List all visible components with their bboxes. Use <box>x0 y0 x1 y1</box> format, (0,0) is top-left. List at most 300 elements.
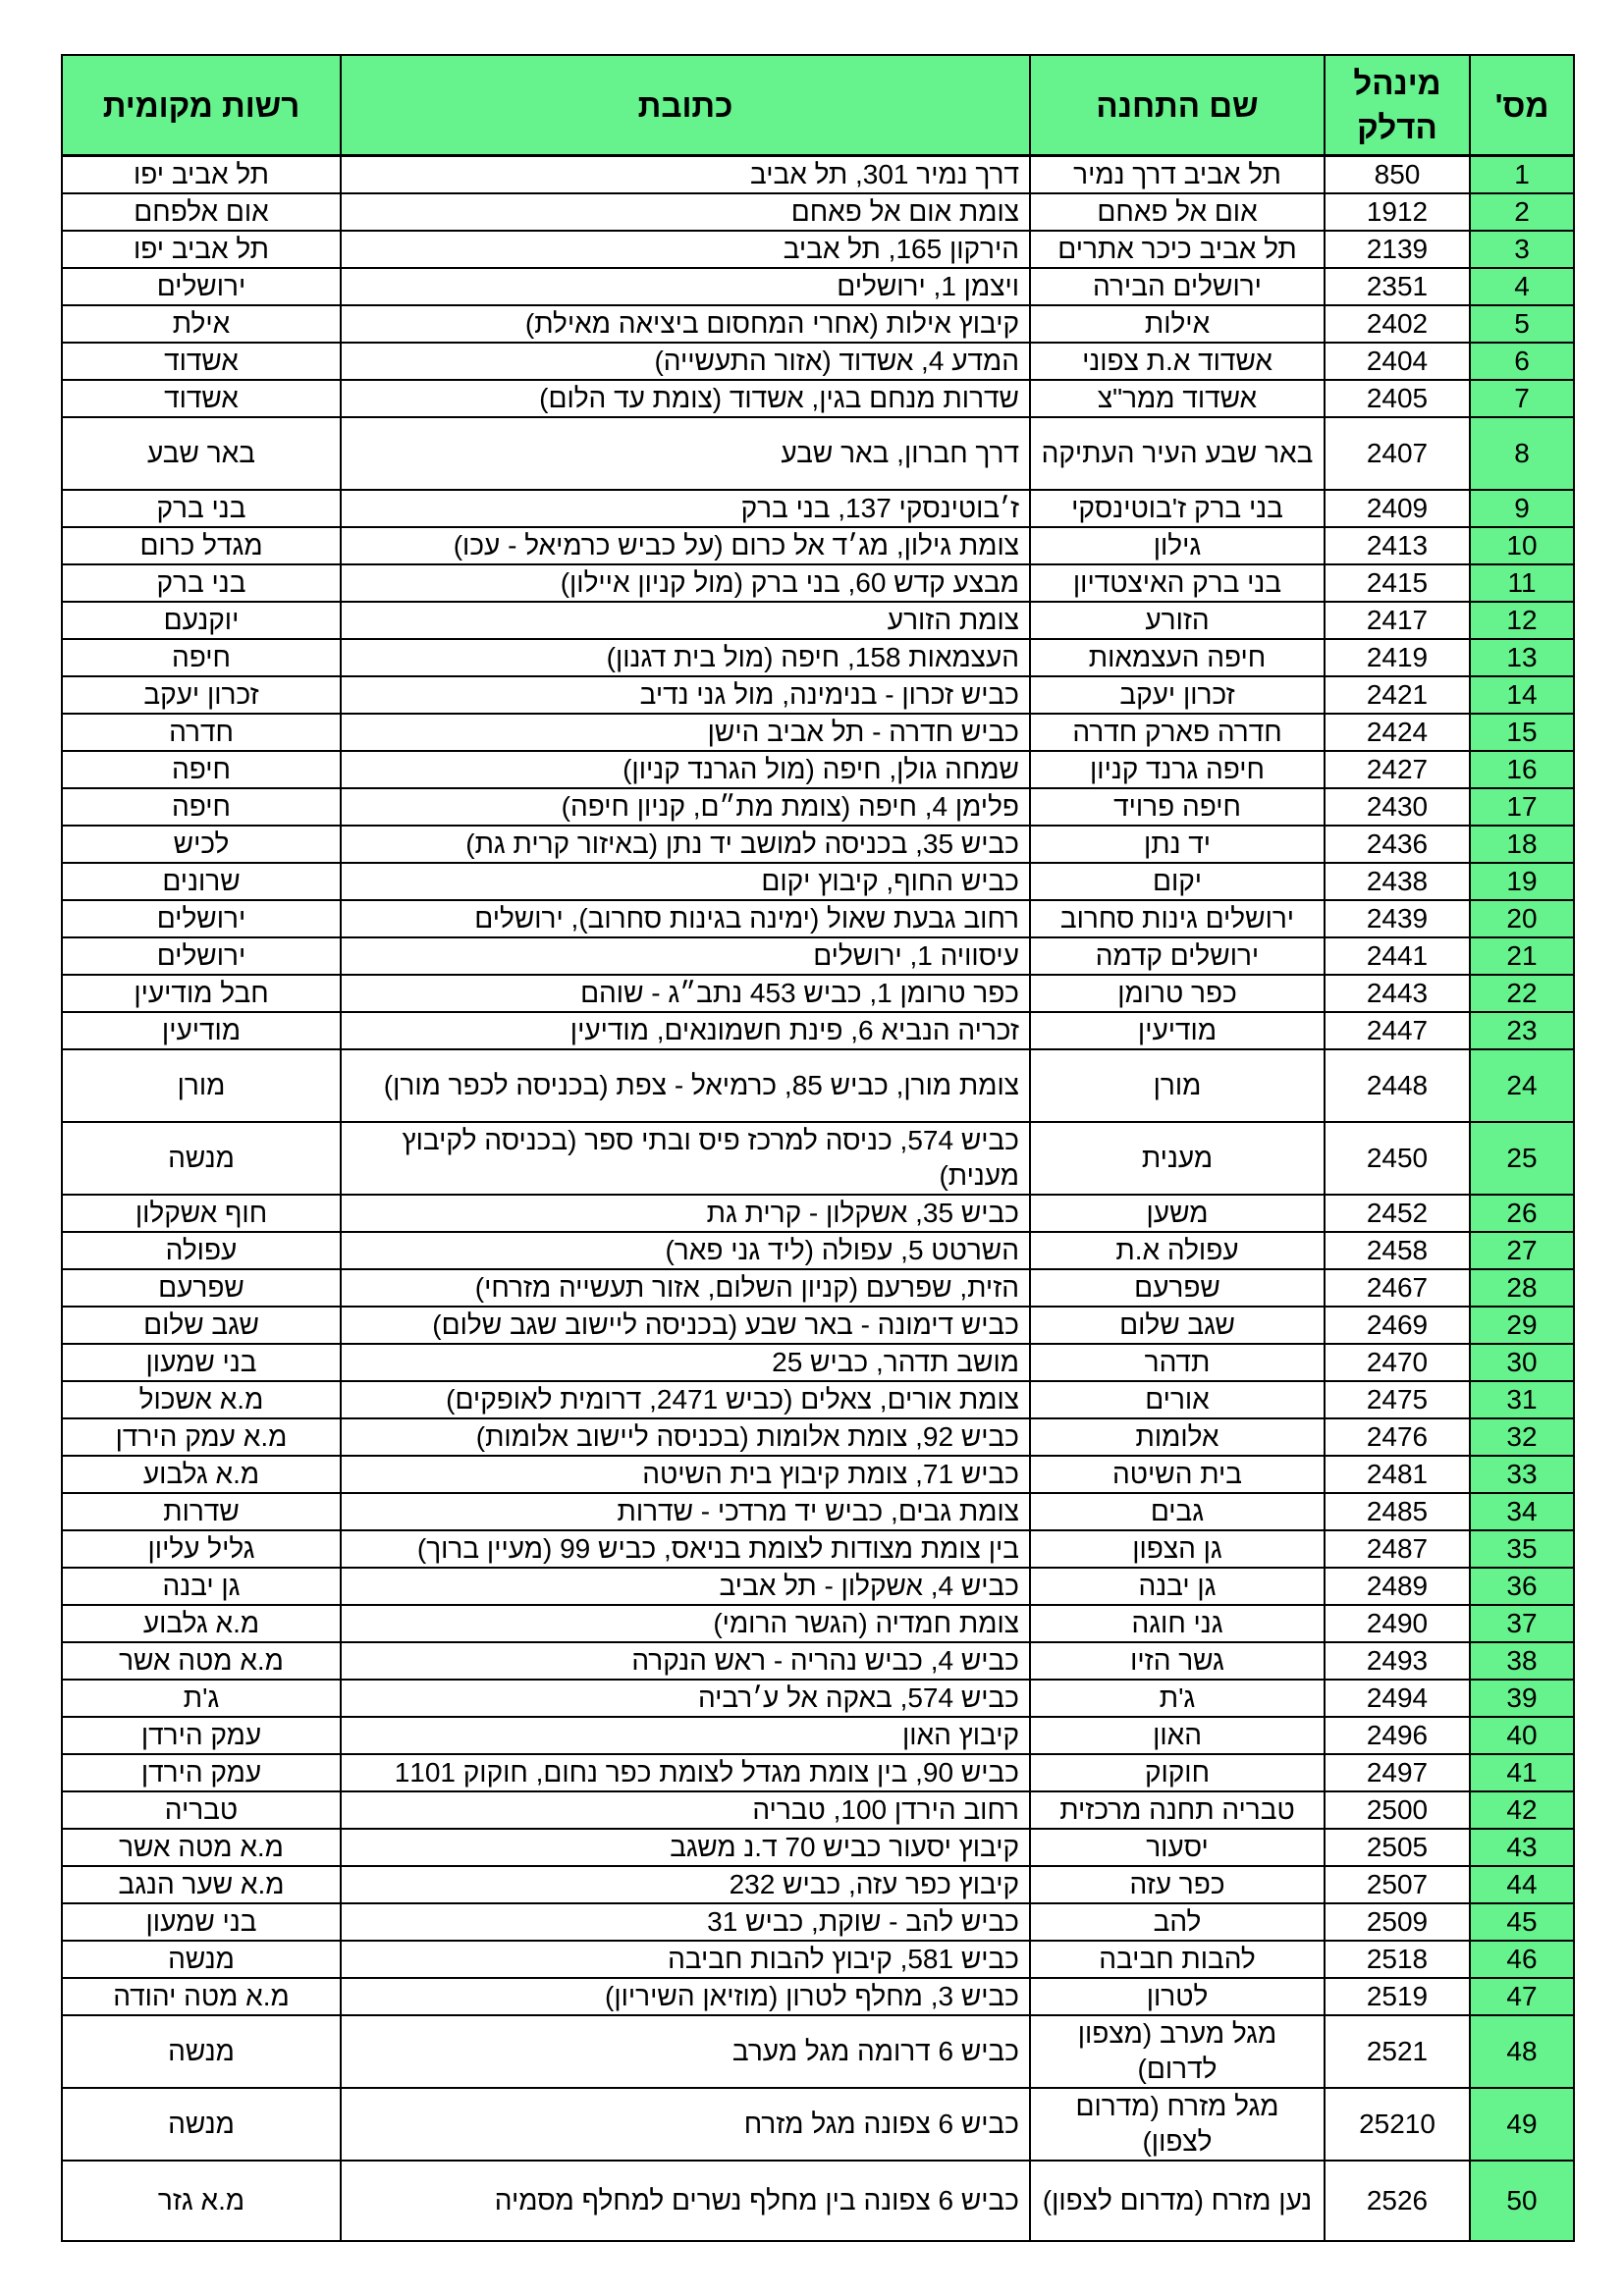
local-authority-cell: מ.א מטה אשר <box>62 1642 341 1680</box>
row-number-cell: 36 <box>1470 1568 1574 1605</box>
table-row <box>62 1307 1574 1344</box>
local-authority-cell: שרונים <box>62 863 341 900</box>
fuel-admin-id-cell: 2521 <box>1325 2015 1470 2088</box>
fuel-admin-id-cell: 2481 <box>1325 1456 1470 1493</box>
station-address-cell: צומת גילון, מג׳ד אל כרום (על כביש כרמיאל - עכו) <box>341 527 1030 564</box>
table-row <box>62 1642 1574 1680</box>
station-name-cell: ג'ת <box>1030 1680 1325 1717</box>
local-authority-cell: יוקנעם <box>62 602 341 639</box>
station-address-cell: כביש החוף, קיבוץ יקום <box>341 863 1030 900</box>
header-authority: רשות מקומית <box>62 55 341 156</box>
table-row <box>62 1122 1574 1195</box>
row-number-cell: 4 <box>1470 268 1574 305</box>
station-name-cell: מגל מערב (מצפון לדרום) <box>1030 2015 1325 2088</box>
row-number-cell: 11 <box>1470 564 1574 602</box>
local-authority-cell: מ.א מטה אשר <box>62 1829 341 1866</box>
fuel-admin-id-cell: 2518 <box>1325 1941 1470 1978</box>
stations-sheet <box>61 54 1573 2242</box>
station-address-cell: כביש זכרון - בנימינה, מול גני נדיב <box>341 676 1030 714</box>
row-number-cell: 25 <box>1470 1122 1574 1195</box>
station-address-cell: כביש 3, מחלף לטרון (מוזיאן השיריון) <box>341 1978 1030 2015</box>
fuel-admin-id-cell: 2409 <box>1325 490 1470 527</box>
local-authority-cell: בני ברק <box>62 564 341 602</box>
station-name-cell: בני ברק ז'בוטינסקי <box>1030 490 1325 527</box>
station-address-cell: מושב תדהר, כביש 25 <box>341 1344 1030 1381</box>
row-number-cell: 45 <box>1470 1903 1574 1941</box>
table-row <box>62 1269 1574 1307</box>
table-row <box>62 490 1574 527</box>
local-authority-cell: שגב שלום <box>62 1307 341 1344</box>
station-address-cell: כביש 71, צומת קיבוץ בית השיטה <box>341 1456 1030 1493</box>
fuel-admin-id-cell: 850 <box>1325 156 1470 194</box>
table-row <box>62 1344 1574 1381</box>
fuel-admin-id-cell: 2448 <box>1325 1049 1470 1122</box>
station-address-cell: צומת אום אל פאחם <box>341 193 1030 231</box>
local-authority-cell: חוף אשקלון <box>62 1195 341 1232</box>
station-name-cell: תל אביב דרך נמיר <box>1030 156 1325 194</box>
station-name-cell: באר שבע העיר העתיקה <box>1030 417 1325 490</box>
station-name-cell: עפולה א.ת <box>1030 1232 1325 1269</box>
table-row <box>62 714 1574 751</box>
station-address-cell: כביש 574, כניסה למרכז פיס ובתי ספר (בכניסה לקיבוץ מענית) <box>341 1122 1030 1195</box>
station-name-cell: מענית <box>1030 1122 1325 1195</box>
fuel-admin-id-cell: 2485 <box>1325 1493 1470 1530</box>
row-number-cell: 43 <box>1470 1829 1574 1866</box>
local-authority-cell: שדרות <box>62 1493 341 1530</box>
table-row <box>62 1232 1574 1269</box>
table-row <box>62 2161 1574 2241</box>
station-name-cell: תדהר <box>1030 1344 1325 1381</box>
local-authority-cell: עמק הירדן <box>62 1754 341 1791</box>
station-name-cell: חיפה גרנד קניון <box>1030 751 1325 788</box>
table-row <box>62 268 1574 305</box>
fuel-admin-id-cell: 2351 <box>1325 268 1470 305</box>
row-number-cell: 14 <box>1470 676 1574 714</box>
local-authority-cell: בני שמעון <box>62 1903 341 1941</box>
station-name-cell: יד נתן <box>1030 826 1325 863</box>
fuel-admin-id-cell: 2447 <box>1325 1012 1470 1049</box>
station-address-cell: ויצמן 1, ירושלים <box>341 268 1030 305</box>
local-authority-cell: מורן <box>62 1049 341 1122</box>
local-authority-cell: אום אלפחם <box>62 193 341 231</box>
station-address-cell: דרך נמיר 301, תל אביב <box>341 156 1030 194</box>
row-number-cell: 33 <box>1470 1456 1574 1493</box>
table-header <box>62 55 1574 156</box>
fuel-admin-id-cell: 25210 <box>1325 2088 1470 2161</box>
station-address-cell: צומת חמדיה (הגשר הרומי) <box>341 1605 1030 1642</box>
row-number-cell: 18 <box>1470 826 1574 863</box>
fuel-admin-id-cell: 2402 <box>1325 305 1470 343</box>
station-name-cell: כפר עזה <box>1030 1866 1325 1903</box>
table-row <box>62 1418 1574 1456</box>
station-address-cell: עיסוויה 1, ירושלים <box>341 937 1030 975</box>
local-authority-cell: ירושלים <box>62 268 341 305</box>
station-address-cell: פלימן 4, חיפה (צומת מת״ם, קניון חיפה) <box>341 788 1030 826</box>
row-number-cell: 48 <box>1470 2015 1574 2088</box>
row-number-cell: 16 <box>1470 751 1574 788</box>
fuel-admin-id-cell: 2507 <box>1325 1866 1470 1903</box>
table-row <box>62 602 1574 639</box>
row-number-cell: 12 <box>1470 602 1574 639</box>
table-row <box>62 1978 1574 2015</box>
row-number-cell: 39 <box>1470 1680 1574 1717</box>
row-number-cell: 27 <box>1470 1232 1574 1269</box>
station-name-cell: מגל מזרח (מדרום לצפון) <box>1030 2088 1325 2161</box>
station-address-cell: כביש 35, אשקלון - קרית גת <box>341 1195 1030 1232</box>
local-authority-cell: טבריה <box>62 1791 341 1829</box>
fuel-admin-id-cell: 2469 <box>1325 1307 1470 1344</box>
station-name-cell: חיפה העצמאות <box>1030 639 1325 676</box>
fuel-admin-id-cell: 2493 <box>1325 1642 1470 1680</box>
station-name-cell: אורים <box>1030 1381 1325 1418</box>
station-address-cell: כביש 92, צומת אלומות (בכניסה ליישוב אלומות) <box>341 1418 1030 1456</box>
station-address-cell: שמחה גולן, חיפה (מול הגרנד קניון) <box>341 751 1030 788</box>
row-number-cell: 32 <box>1470 1418 1574 1456</box>
fuel-admin-id-cell: 2489 <box>1325 1568 1470 1605</box>
fuel-admin-id-cell: 2497 <box>1325 1754 1470 1791</box>
row-number-cell: 1 <box>1470 156 1574 194</box>
station-address-cell: כביש 6 דרומה מגל מערב <box>341 2015 1030 2088</box>
station-address-cell: מבצע קדש 60, בני ברק (מול קניון איילון) <box>341 564 1030 602</box>
station-name-cell: להבות חביבה <box>1030 1941 1325 1978</box>
table-row <box>62 193 1574 231</box>
fuel-admin-id-cell: 2490 <box>1325 1605 1470 1642</box>
row-number-cell: 35 <box>1470 1530 1574 1568</box>
local-authority-cell: גליל עליון <box>62 1530 341 1568</box>
row-number-cell: 47 <box>1470 1978 1574 2015</box>
local-authority-cell: מודיעין <box>62 1012 341 1049</box>
header-num: מס' <box>1470 55 1574 156</box>
station-address-cell: צומת אורים, צאלים (כביש 2471, דרומית לאופקים) <box>341 1381 1030 1418</box>
station-name-cell: ירושלים גינות סחרוב <box>1030 900 1325 937</box>
fuel-admin-id-cell: 2519 <box>1325 1978 1470 2015</box>
station-address-cell: כביש חדרה - תל אביב הישן <box>341 714 1030 751</box>
table-row <box>62 1568 1574 1605</box>
station-name-cell: גבים <box>1030 1493 1325 1530</box>
table-row <box>62 1012 1574 1049</box>
fuel-admin-id-cell: 2458 <box>1325 1232 1470 1269</box>
station-address-cell: ז׳בוטינסקי 137, בני ברק <box>341 490 1030 527</box>
fuel-admin-id-cell: 2443 <box>1325 975 1470 1012</box>
fuel-admin-id-cell: 2421 <box>1325 676 1470 714</box>
local-authority-cell: אילת <box>62 305 341 343</box>
fuel-admin-id-cell: 2452 <box>1325 1195 1470 1232</box>
station-address-cell: כביש 6 צפונה בין מחלף נשרים למחלף מסמיה <box>341 2161 1030 2241</box>
table-row <box>62 1754 1574 1791</box>
fuel-admin-id-cell: 2470 <box>1325 1344 1470 1381</box>
local-authority-cell: מ.א גזר <box>62 2161 341 2241</box>
table-row <box>62 1791 1574 1829</box>
row-number-cell: 10 <box>1470 527 1574 564</box>
local-authority-cell: חבל מודיעין <box>62 975 341 1012</box>
station-name-cell: חוקוק <box>1030 1754 1325 1791</box>
station-address-cell: קיבוץ האון <box>341 1717 1030 1754</box>
row-number-cell: 37 <box>1470 1605 1574 1642</box>
station-address-cell: כביש 6 צפונה מגל מזרח <box>341 2088 1030 2161</box>
station-address-cell: כביש 90, בין צומת מגדל לצומת כפר נחום, חוקוק 1101 <box>341 1754 1030 1791</box>
table-row <box>62 676 1574 714</box>
table-row <box>62 639 1574 676</box>
header-row <box>62 55 1574 156</box>
station-address-cell: כביש 574, באקה אל ע׳רביה <box>341 1680 1030 1717</box>
row-number-cell: 22 <box>1470 975 1574 1012</box>
station-address-cell: כביש 35, בכניסה למושב יד נתן (באיזור קרית גת) <box>341 826 1030 863</box>
station-name-cell: יקום <box>1030 863 1325 900</box>
row-number-cell: 13 <box>1470 639 1574 676</box>
fuel-admin-id-cell: 2467 <box>1325 1269 1470 1307</box>
local-authority-cell: באר שבע <box>62 417 341 490</box>
station-name-cell: חיפה פרויד <box>1030 788 1325 826</box>
station-address-cell: רחוב הירדן 100, טבריה <box>341 1791 1030 1829</box>
station-name-cell: אשדוד א.ת צפוני <box>1030 343 1325 380</box>
row-number-cell: 29 <box>1470 1307 1574 1344</box>
station-address-cell: כביש 581, קיבוץ להבות חביבה <box>341 1941 1030 1978</box>
row-number-cell: 26 <box>1470 1195 1574 1232</box>
fuel-admin-id-cell: 2417 <box>1325 602 1470 639</box>
station-name-cell: זכרון יעקב <box>1030 676 1325 714</box>
station-name-cell: אילות <box>1030 305 1325 343</box>
table-row <box>62 1941 1574 1978</box>
station-address-cell: זכריה הנביא 6, פינת חשמונאים, מודיעין <box>341 1012 1030 1049</box>
header-station-name: שם התחנה <box>1030 55 1325 156</box>
station-name-cell: הזורע <box>1030 602 1325 639</box>
table-row <box>62 900 1574 937</box>
fuel-admin-id-cell: 2419 <box>1325 639 1470 676</box>
local-authority-cell: מ.א גלבוע <box>62 1605 341 1642</box>
local-authority-cell: גן יבנה <box>62 1568 341 1605</box>
local-authority-cell: עמק הירדן <box>62 1717 341 1754</box>
station-address-cell: צומת הזורע <box>341 602 1030 639</box>
fuel-admin-id-cell: 2496 <box>1325 1717 1470 1754</box>
station-name-cell: אשדוד ממר"צ <box>1030 380 1325 417</box>
table-row <box>62 975 1574 1012</box>
row-number-cell: 40 <box>1470 1717 1574 1754</box>
station-name-cell: ירושלים קדמה <box>1030 937 1325 975</box>
fuel-admin-id-cell: 2505 <box>1325 1829 1470 1866</box>
local-authority-cell: ירושלים <box>62 900 341 937</box>
station-name-cell: חדרה פארק חדרה <box>1030 714 1325 751</box>
table-row <box>62 2088 1574 2161</box>
local-authority-cell: אשדוד <box>62 343 341 380</box>
local-authority-cell: מ.א גלבוע <box>62 1456 341 1493</box>
station-address-cell: העצמאות 158, חיפה (מול בית דגנון) <box>341 639 1030 676</box>
station-address-cell: צומת מורן, כביש 85, כרמיאל - צפת (בכניסה לכפר מורן) <box>341 1049 1030 1122</box>
table-row <box>62 305 1574 343</box>
fuel-admin-id-cell: 2526 <box>1325 2161 1470 2241</box>
station-name-cell: ירושלים הבירה <box>1030 268 1325 305</box>
local-authority-cell: מ.א אשכול <box>62 1381 341 1418</box>
fuel-admin-id-cell: 2436 <box>1325 826 1470 863</box>
header-fuel-admin: מינהל הדלק <box>1325 55 1470 156</box>
local-authority-cell: תל אביב יפו <box>62 156 341 194</box>
fuel-admin-id-cell: 2476 <box>1325 1418 1470 1456</box>
station-address-cell: קיבוץ יסעור כביש 70 ד.נ משגב <box>341 1829 1030 1866</box>
local-authority-cell: מגדל כרום <box>62 527 341 564</box>
station-name-cell: בית השיטה <box>1030 1456 1325 1493</box>
table-row <box>62 1903 1574 1941</box>
table-row <box>62 751 1574 788</box>
local-authority-cell: מ.א מטה יהודה <box>62 1978 341 2015</box>
station-name-cell: אלומות <box>1030 1418 1325 1456</box>
station-name-cell: יסעור <box>1030 1829 1325 1866</box>
fuel-admin-id-cell: 2430 <box>1325 788 1470 826</box>
station-address-cell: המדע 4, אשדוד (אזור התעשייה) <box>341 343 1030 380</box>
row-number-cell: 19 <box>1470 863 1574 900</box>
fuel-stations-table <box>61 54 1575 2242</box>
fuel-admin-id-cell: 2475 <box>1325 1381 1470 1418</box>
fuel-admin-id-cell: 2500 <box>1325 1791 1470 1829</box>
row-number-cell: 49 <box>1470 2088 1574 2161</box>
station-name-cell: האון <box>1030 1717 1325 1754</box>
local-authority-cell: חדרה <box>62 714 341 751</box>
table-row <box>62 826 1574 863</box>
fuel-admin-id-cell: 2139 <box>1325 231 1470 268</box>
local-authority-cell: זכרון יעקב <box>62 676 341 714</box>
station-name-cell: גן יבנה <box>1030 1568 1325 1605</box>
local-authority-cell: מנשה <box>62 1941 341 1978</box>
station-address-cell: הזית, שפרעם (קניון השלום, אזור תעשייה מזרחי) <box>341 1269 1030 1307</box>
local-authority-cell: מנשה <box>62 1122 341 1195</box>
local-authority-cell: שפרעם <box>62 1269 341 1307</box>
station-address-cell: דרך חברון, באר שבע <box>341 417 1030 490</box>
station-address-cell: כביש דימונה - באר שבע (בכניסה ליישוב שגב שלום) <box>341 1307 1030 1344</box>
fuel-admin-id-cell: 2494 <box>1325 1680 1470 1717</box>
fuel-admin-id-cell: 1912 <box>1325 193 1470 231</box>
row-number-cell: 3 <box>1470 231 1574 268</box>
fuel-admin-id-cell: 2438 <box>1325 863 1470 900</box>
table-row <box>62 564 1574 602</box>
table-row <box>62 231 1574 268</box>
row-number-cell: 38 <box>1470 1642 1574 1680</box>
station-address-cell: רחוב גבעת שאול (ימינה בגינות סחרוב), ירושלים <box>341 900 1030 937</box>
fuel-admin-id-cell: 2441 <box>1325 937 1470 975</box>
station-name-cell: כפר טרומן <box>1030 975 1325 1012</box>
station-address-cell: קיבוץ אילות (אחרי המחסום ביציאה מאילת) <box>341 305 1030 343</box>
station-name-cell: בני ברק האיצטדיון <box>1030 564 1325 602</box>
row-number-cell: 2 <box>1470 193 1574 231</box>
table-row <box>62 1493 1574 1530</box>
row-number-cell: 7 <box>1470 380 1574 417</box>
table-row <box>62 1829 1574 1866</box>
station-name-cell: נען מזרח (מדרום לצפון) <box>1030 2161 1325 2241</box>
table-row <box>62 417 1574 490</box>
local-authority-cell: חיפה <box>62 788 341 826</box>
fuel-admin-id-cell: 2424 <box>1325 714 1470 751</box>
row-number-cell: 28 <box>1470 1269 1574 1307</box>
table-row <box>62 380 1574 417</box>
station-name-cell: אום אל פאחם <box>1030 193 1325 231</box>
row-number-cell: 24 <box>1470 1049 1574 1122</box>
table-row <box>62 527 1574 564</box>
row-number-cell: 34 <box>1470 1493 1574 1530</box>
table-row <box>62 156 1574 194</box>
table-row <box>62 2015 1574 2088</box>
station-address-cell: קיבוץ כפר עזה, כביש 232 <box>341 1866 1030 1903</box>
row-number-cell: 21 <box>1470 937 1574 975</box>
local-authority-cell: עפולה <box>62 1232 341 1269</box>
fuel-admin-id-cell: 2405 <box>1325 380 1470 417</box>
fuel-admin-id-cell: 2407 <box>1325 417 1470 490</box>
fuel-admin-id-cell: 2427 <box>1325 751 1470 788</box>
table-body <box>62 156 1574 2242</box>
table-row <box>62 1866 1574 1903</box>
local-authority-cell: לכיש <box>62 826 341 863</box>
local-authority-cell: בני שמעון <box>62 1344 341 1381</box>
station-address-cell: כביש להב - שוקת, כביש 31 <box>341 1903 1030 1941</box>
row-number-cell: 31 <box>1470 1381 1574 1418</box>
table-row <box>62 1530 1574 1568</box>
station-name-cell: להב <box>1030 1903 1325 1941</box>
row-number-cell: 46 <box>1470 1941 1574 1978</box>
local-authority-cell: ירושלים <box>62 937 341 975</box>
table-row <box>62 937 1574 975</box>
station-address-cell: כפר טרומן 1, כביש 453 נתב״ג - שוהם <box>341 975 1030 1012</box>
fuel-admin-id-cell: 2404 <box>1325 343 1470 380</box>
table-row <box>62 1680 1574 1717</box>
table-row <box>62 1381 1574 1418</box>
local-authority-cell: בני ברק <box>62 490 341 527</box>
fuel-admin-id-cell: 2413 <box>1325 527 1470 564</box>
table-row <box>62 1195 1574 1232</box>
table-row <box>62 788 1574 826</box>
fuel-admin-id-cell: 2450 <box>1325 1122 1470 1195</box>
station-name-cell: גני חוגה <box>1030 1605 1325 1642</box>
fuel-admin-id-cell: 2439 <box>1325 900 1470 937</box>
station-name-cell: מורן <box>1030 1049 1325 1122</box>
station-name-cell: גשר הזיו <box>1030 1642 1325 1680</box>
station-address-cell: שדרות מנחם בגין, אשדוד (צומת עד הלום) <box>341 380 1030 417</box>
fuel-admin-id-cell: 2415 <box>1325 564 1470 602</box>
local-authority-cell: חיפה <box>62 639 341 676</box>
row-number-cell: 17 <box>1470 788 1574 826</box>
station-address-cell: בין צומת מצודות לצומת בניאס, כביש 99 (מעיין ברוך) <box>341 1530 1030 1568</box>
local-authority-cell: מ.א עמק הירדן <box>62 1418 341 1456</box>
row-number-cell: 6 <box>1470 343 1574 380</box>
local-authority-cell: תל אביב יפו <box>62 231 341 268</box>
fuel-admin-id-cell: 2509 <box>1325 1903 1470 1941</box>
station-name-cell: טבריה תחנה מרכזית <box>1030 1791 1325 1829</box>
station-address-cell: צומת גבים, כביש יד מרדכי - שדרות <box>341 1493 1030 1530</box>
station-name-cell: שפרעם <box>1030 1269 1325 1307</box>
row-number-cell: 23 <box>1470 1012 1574 1049</box>
header-address: כתובת <box>341 55 1030 156</box>
row-number-cell: 41 <box>1470 1754 1574 1791</box>
station-address-cell: הירקון 165, תל אביב <box>341 231 1030 268</box>
row-number-cell: 15 <box>1470 714 1574 751</box>
table-row <box>62 863 1574 900</box>
station-name-cell: תל אביב כיכר אתרים <box>1030 231 1325 268</box>
station-address-cell: כביש 4, אשקלון - תל אביב <box>341 1568 1030 1605</box>
station-name-cell: לטרון <box>1030 1978 1325 2015</box>
station-address-cell: כביש 4, כביש נהריה - ראש הנקרה <box>341 1642 1030 1680</box>
station-address-cell: השרטט 5, עפולה (ליד גני פאר) <box>341 1232 1030 1269</box>
station-name-cell: גן הצפון <box>1030 1530 1325 1568</box>
local-authority-cell: מנשה <box>62 2015 341 2088</box>
row-number-cell: 9 <box>1470 490 1574 527</box>
station-name-cell: מודיעין <box>1030 1012 1325 1049</box>
fuel-admin-id-cell: 2487 <box>1325 1530 1470 1568</box>
row-number-cell: 50 <box>1470 2161 1574 2241</box>
station-name-cell: שגב שלום <box>1030 1307 1325 1344</box>
row-number-cell: 44 <box>1470 1866 1574 1903</box>
table-row <box>62 1605 1574 1642</box>
local-authority-cell: מנשה <box>62 2088 341 2161</box>
local-authority-cell: חיפה <box>62 751 341 788</box>
row-number-cell: 42 <box>1470 1791 1574 1829</box>
table-row <box>62 1049 1574 1122</box>
local-authority-cell: מ.א שער הנגב <box>62 1866 341 1903</box>
row-number-cell: 20 <box>1470 900 1574 937</box>
